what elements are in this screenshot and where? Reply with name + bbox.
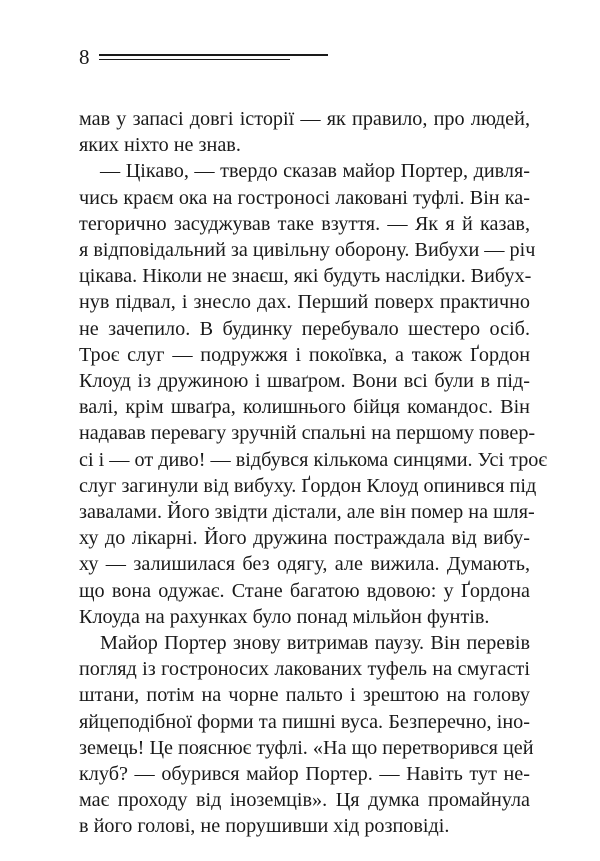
text-line: клуб? — обурився майор Портер. — Навіть тут не- — [79, 763, 530, 786]
text-line: ху — залишилася без одягу, але вижила. Думають, — [79, 553, 530, 576]
header-rule-thin — [99, 59, 290, 60]
paragraph — [79, 630, 534, 840]
text-line: погляд із гостроносих лакованих туфель на смугасті — [79, 658, 530, 681]
text-line: — Цікаво, — твердо сказав майор Портер, дивля- — [100, 160, 530, 183]
text-line: Клоуд із дружиною і шваґром. Вони всі були в під- — [79, 370, 530, 393]
text-line: слуг загинули від вибуху. Ґордон Клоуд опинився під — [79, 474, 537, 497]
paragraph — [79, 106, 530, 158]
text-line: що вона одужає. Стане багатою вдовою: у Ґордона — [79, 579, 530, 602]
text-line: земець! Це пояснює туфлі. «На що перетворився цей — [79, 736, 534, 759]
text-line: ху до лікарні. Його дружина постраждала від вибу- — [79, 527, 530, 550]
text-line: має проходу від іноземців». Ця думка промайнула — [79, 789, 530, 812]
text-line: я відповідальний за цивільну оборону. Вибухи — річ — [79, 239, 536, 262]
text-line: валі, крім шваґра, колишнього бійця командос. Він — [79, 396, 530, 419]
text-line: не зачепило. В будинку перебувало шестеро осіб. — [79, 317, 530, 340]
text-line: завалами. Його звідти дістали, але він помер на шля- — [79, 501, 535, 524]
text-line: сі і — от диво! — відбувся кількома синцями. Усі троє — [79, 448, 548, 471]
text-line: Майор Портер знову витримав паузу. Він перевів — [100, 632, 530, 655]
text-line: в його голові, не порушивши хід розповіді. — [79, 815, 450, 838]
text-line: нув підвал, і знесло дах. Перший поверх практично — [79, 291, 530, 314]
paragraph — [79, 158, 548, 630]
text-line: мав у запасі довгі історії — як правило, про людей, — [79, 108, 530, 130]
text-line: цікава. Ніколи не знаєш, які будуть наслідки. Вибух- — [79, 265, 532, 288]
page-header — [79, 44, 329, 70]
text-line: яких ніхто не знав. — [79, 134, 241, 157]
page-number: 8 — [79, 45, 90, 69]
body-text — [79, 106, 548, 840]
text-line: Троє слуг — подружжя і покоївка, а також Ґордон — [79, 343, 530, 366]
text-line: тегорично засуджував таке взуття. — Як я й казав, — [79, 212, 530, 235]
text-line: яйцеподібної форми та пишні вуса. Безперечно, іно- — [79, 710, 530, 733]
text-line: штани, потім на чорне пальто і зрештою на голову — [79, 684, 530, 707]
text-line: чись краєм ока на гостроносі лаковані туфлі. Він ка- — [79, 186, 530, 209]
header-rule-thick — [99, 54, 328, 56]
text-line: Клоуда на рахунках було понад мільйон фунтів. — [79, 605, 490, 628]
text-line: надавав перевагу зручній спальні на першому повер- — [79, 422, 536, 445]
